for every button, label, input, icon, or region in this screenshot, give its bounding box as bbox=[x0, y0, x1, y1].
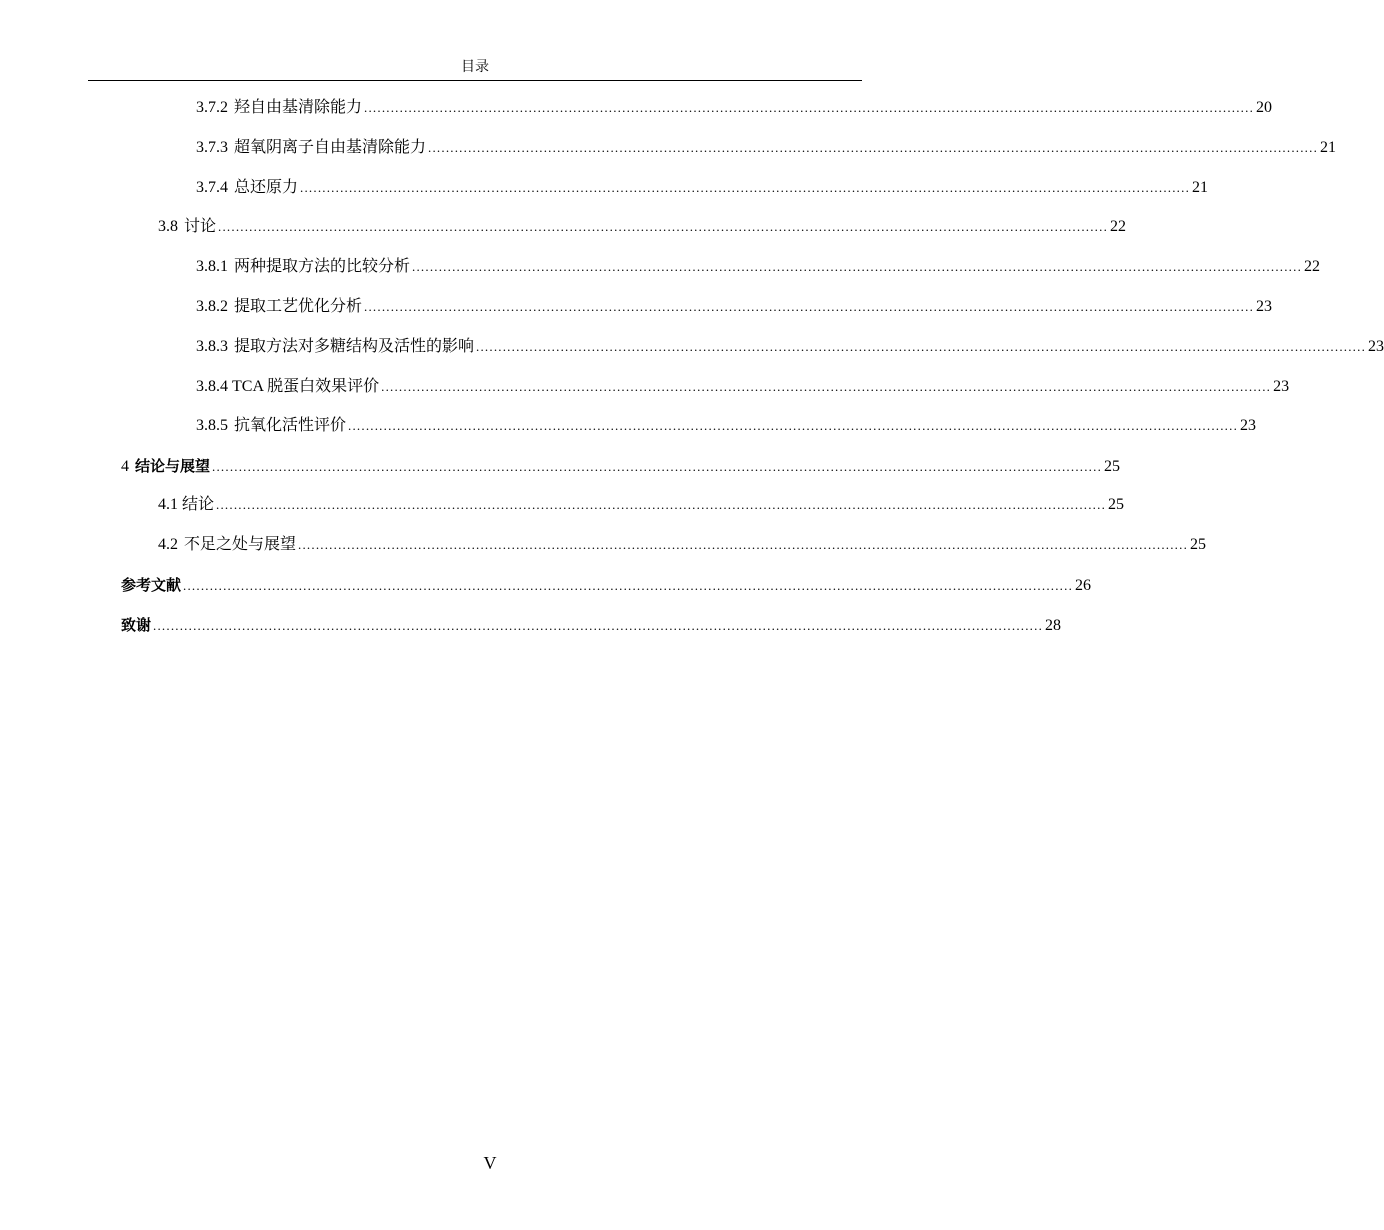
toc-entry-page: 22 bbox=[1110, 218, 1127, 235]
toc-entry-title: 提取方法对多糖结构及活性的影响 bbox=[234, 338, 475, 355]
toc-entry[interactable] bbox=[158, 217, 1127, 237]
toc-entry-title: TCA 脱蛋白效果评价 bbox=[232, 378, 380, 395]
toc-leader-dots: ........................................................................................................................................................................................................ bbox=[298, 537, 1189, 552]
toc-entry-number: 3.8.1 bbox=[196, 258, 228, 275]
toc-leader-dots: ........................................................................................................................................................................................................ bbox=[381, 379, 1272, 394]
toc-entry[interactable] bbox=[196, 98, 1273, 118]
toc-entry[interactable] bbox=[196, 178, 1209, 198]
toc-entry-page: 28 bbox=[1045, 617, 1062, 634]
toc-entry-title: 两种提取方法的比较分析 bbox=[234, 258, 411, 275]
toc-entry-title: 讨论 bbox=[184, 218, 217, 235]
toc-leader-dots: ........................................................................................................................................................................................................ bbox=[218, 219, 1109, 234]
toc-entry-page: 25 bbox=[1190, 536, 1207, 553]
toc-entry-title: 致谢 bbox=[121, 616, 152, 634]
toc-leader-dots: ........................................................................................................................................................................................................ bbox=[412, 259, 1303, 274]
toc-entry-title: 结论与展望 bbox=[135, 457, 211, 475]
toc-entry-number: 4.1 bbox=[158, 496, 178, 513]
toc-leader-dots: ........................................................................................................................................................................................................ bbox=[153, 618, 1044, 633]
toc-entry[interactable] bbox=[196, 138, 1337, 158]
toc-entry-number: 4 bbox=[121, 458, 129, 475]
toc-entry-title: 提取工艺优化分析 bbox=[234, 298, 363, 315]
toc-entry[interactable] bbox=[121, 456, 1121, 476]
toc-leader-dots: ........................................................................................................................................................................................................ bbox=[212, 459, 1103, 474]
toc-entry-title: 羟自由基清除能力 bbox=[234, 99, 363, 116]
toc-entry-page: 25 bbox=[1108, 496, 1125, 513]
toc-entry[interactable] bbox=[196, 377, 1290, 397]
toc-entry-number: 3.7.3 bbox=[196, 139, 228, 156]
toc-entry-page: 21 bbox=[1192, 179, 1209, 196]
page-number: V bbox=[483, 1153, 497, 1173]
toc-entry-number: 3.8.4 bbox=[196, 378, 228, 395]
toc-entry-page: 21 bbox=[1320, 139, 1337, 156]
toc-entry-title: 结论 bbox=[182, 496, 215, 513]
toc-entry[interactable] bbox=[196, 416, 1257, 436]
toc-entry-title: 总还原力 bbox=[234, 179, 299, 196]
toc-entry-number: 3.8.3 bbox=[196, 338, 228, 355]
toc-entry-page: 23 bbox=[1368, 338, 1384, 355]
page-footer bbox=[0, 1153, 950, 1174]
toc-entry[interactable] bbox=[121, 615, 1062, 635]
toc-entry-page: 23 bbox=[1273, 378, 1290, 395]
toc-leader-dots: ........................................................................................................................................................................................................ bbox=[476, 339, 1367, 354]
toc-entry-number: 3.8.2 bbox=[196, 298, 228, 315]
toc-entry[interactable] bbox=[196, 257, 1321, 277]
toc-entry[interactable] bbox=[121, 575, 1092, 595]
toc-entry-page: 23 bbox=[1256, 298, 1273, 315]
toc-entry-number: 3.7.2 bbox=[196, 99, 228, 116]
toc-leader-dots: ........................................................................................................................................................................................................ bbox=[216, 497, 1107, 512]
toc-entry-number: 3.8.5 bbox=[196, 417, 228, 434]
toc-leader-dots: ........................................................................................................................................................................................................ bbox=[348, 418, 1239, 433]
header-title: 目录 bbox=[461, 60, 489, 75]
toc-entry[interactable] bbox=[196, 337, 1384, 357]
toc-entry-page: 25 bbox=[1104, 458, 1121, 475]
toc-entry-page: 22 bbox=[1304, 258, 1321, 275]
toc-entry-page: 23 bbox=[1240, 417, 1257, 434]
toc-entry-title: 抗氧化活性评价 bbox=[234, 417, 347, 434]
toc-entry-number: 3.7.4 bbox=[196, 179, 228, 196]
toc-entry-title: 不足之处与展望 bbox=[184, 536, 297, 553]
toc-leader-dots: ........................................................................................................................................................................................................ bbox=[300, 180, 1191, 195]
toc-leader-dots: ........................................................................................................................................................................................................ bbox=[183, 578, 1074, 593]
toc-entry-page: 26 bbox=[1075, 577, 1092, 594]
toc-leader-dots: ........................................................................................................................................................................................................ bbox=[364, 100, 1255, 115]
toc-entry[interactable] bbox=[158, 495, 1125, 515]
toc-leader-dots: ........................................................................................................................................................................................................ bbox=[364, 299, 1255, 314]
toc-entry-title: 参考文献 bbox=[121, 576, 182, 594]
toc-entry-page: 20 bbox=[1256, 99, 1273, 116]
toc-entry-number: 3.8 bbox=[158, 218, 178, 235]
toc-entry[interactable] bbox=[158, 535, 1207, 555]
toc-entry-number: 4.2 bbox=[158, 536, 178, 553]
toc-entry-title: 超氧阴离子自由基清除能力 bbox=[234, 139, 427, 156]
toc-leader-dots: ........................................................................................................................................................................................................ bbox=[428, 140, 1319, 155]
toc-entry[interactable] bbox=[196, 297, 1273, 317]
